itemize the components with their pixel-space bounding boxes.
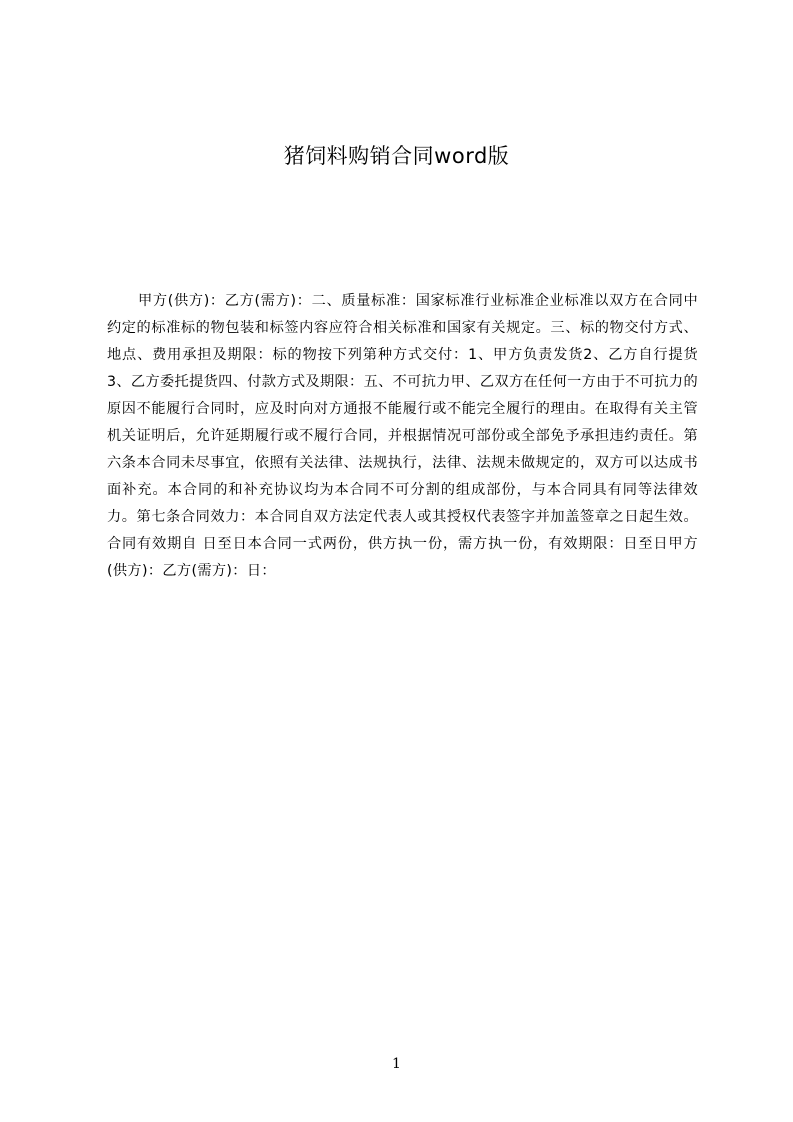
- body-paragraph: 甲方(供方)：乙方(需方)：二、质量标准：国家标准行业标准企业标准以双方在合同中约定的标准标的物包装和标签内容应符合相关标准和国家有关规定。三、标的物交付方式、地点、费用承担及期限：标的物按下列第种方式交付：1、甲方负责发货2、乙方自行提货3、乙方委托提货四、付款方式及期限：五、不可抗力甲、乙双方在任何一方由于不可抗力的原因不能履行合同时，应及时向对方通报不能履行或不能完全履行的理由。在取得有关主管机关证明后，允许延期履行或不履行合同，并根据情况可部份或全部免予承担违约责任。第六条本合同未尽事宜，依照有关法律、法规执行，法律、法规未做规定的，双方可以达成书面补充。本合同的和补充协议均为本合同不可分割的组成部份，与本合同具有同等法律效力。第七条合同效力：本合同自双方法定代表人或其授权代表签字并加盖签章之日起生效。合同有效期自 日至日本合同一式两份，供方执一份，需方执一份，有效期限：日至日甲方(供方)：乙方(需方)：日：: [107, 293, 698, 579]
- document-body: [107, 288, 698, 618]
- page-number: 1: [392, 1056, 401, 1072]
- document-title: 猪饲料购销合同word版: [283, 144, 510, 168]
